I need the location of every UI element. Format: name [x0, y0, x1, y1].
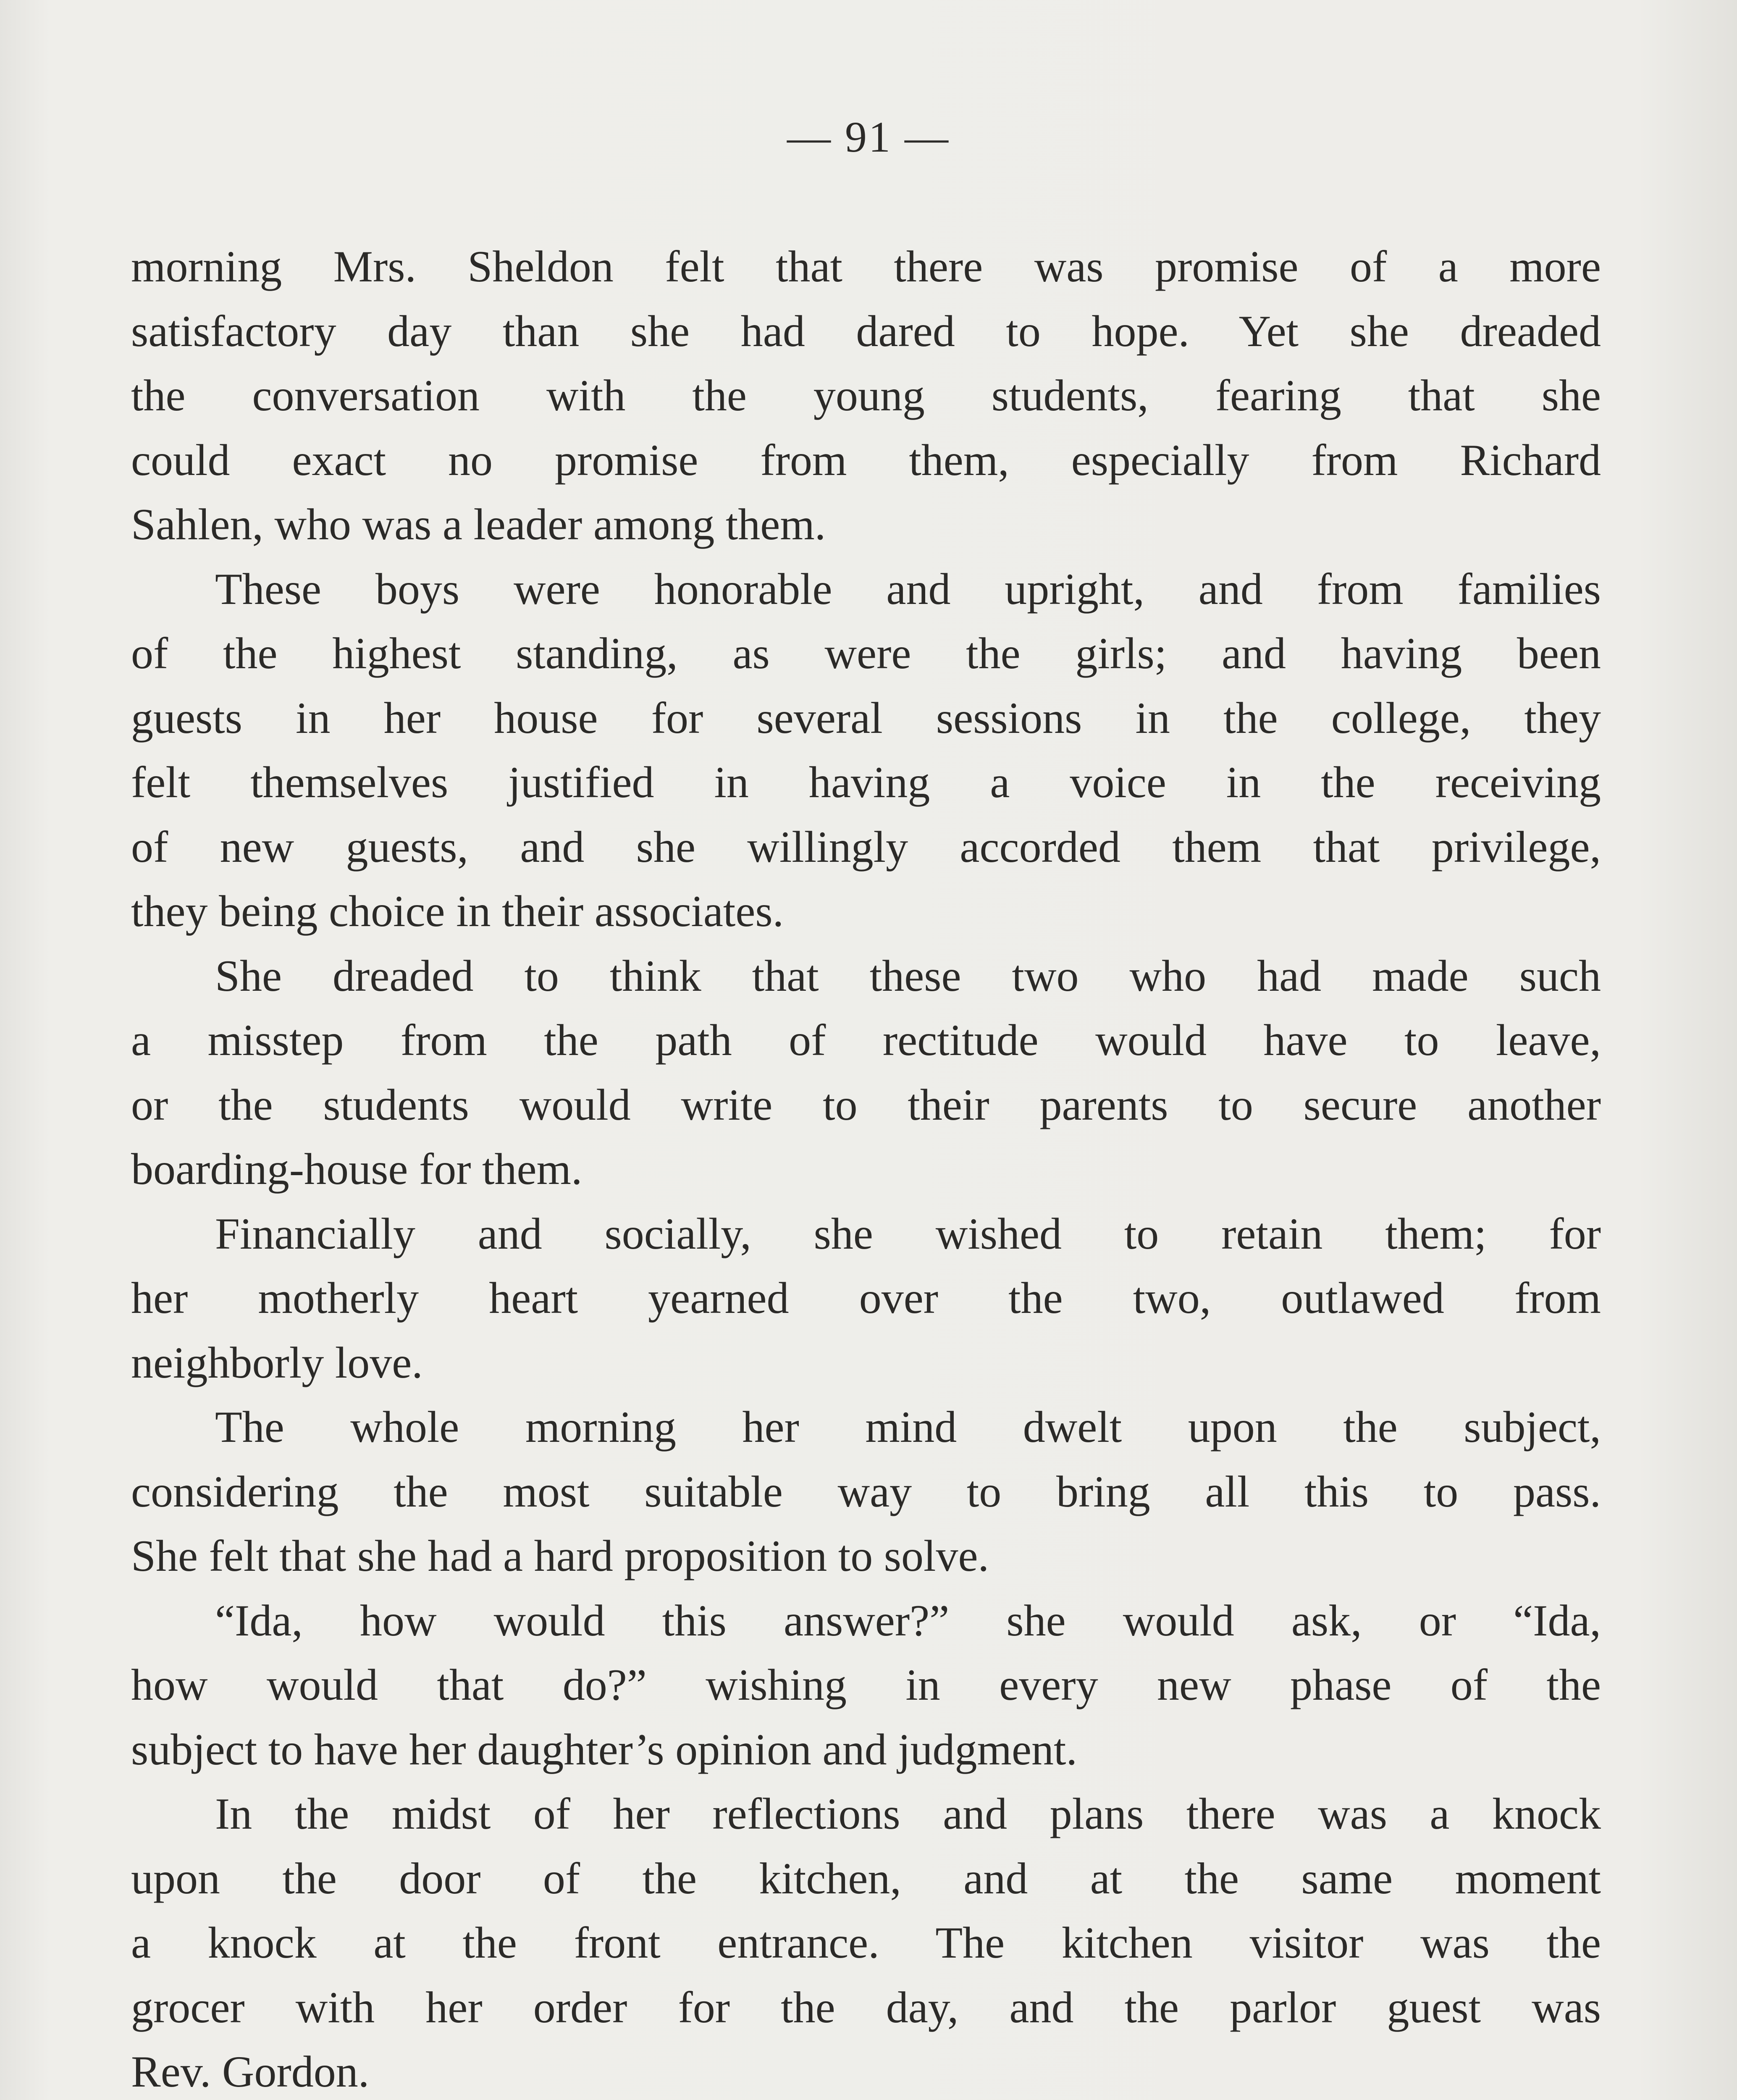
text-line: “Ida, how would this answer?” she would ask, or “Ida,: [215, 1596, 1601, 1645]
text-line: satisfactory day than she had dared to hope. Yet she dreaded: [131, 306, 1601, 356]
text-line: of the highest standing, as were the girls; and having been: [131, 629, 1601, 678]
text-line: She dreaded to think that these two who had made such: [215, 951, 1601, 1000]
text-line: considering the most suitable way to bring all this to pass.: [131, 1467, 1601, 1516]
text-line: upon the door of the kitchen, and at the same moment: [131, 1853, 1601, 1903]
text-line: Financially and socially, she wished to retain them; for: [215, 1209, 1601, 1258]
text-line: or the students would write to their parents to secure another: [131, 1080, 1601, 1129]
text-line: subject to have her daughter’s opinion and judgment.: [131, 1725, 1077, 1774]
text-line: These boys were honorable and upright, and from families: [215, 564, 1601, 614]
text-line: Rev. Gordon.: [131, 2047, 370, 2096]
text-line: She felt that she had a hard proposition to solve.: [131, 1531, 989, 1580]
text-line: Sahlen, who was a leader among them.: [131, 500, 826, 549]
text-line: In the midst of her reflections and plans there was a knock: [215, 1789, 1601, 1838]
text-line: they being choice in their associates.: [131, 887, 784, 936]
text-line: grocer with her order for the day, and the parlor guest was: [131, 1982, 1601, 2032]
text-line: a knock at the front entrance. The kitchen visitor was the: [131, 1918, 1601, 1967]
text-line: her motherly heart yearned over the two, outlawed from: [131, 1273, 1601, 1323]
text-line: The whole morning her mind dwelt upon the subject,: [215, 1402, 1601, 1452]
body-text: [131, 234, 1601, 2100]
text-line: could exact no promise from them, especially from Richard: [131, 435, 1601, 485]
text-line: of new guests, and she willingly accorded them that privilege,: [131, 822, 1601, 872]
text-line: morning Mrs. Sheldon felt that there was promise of a more: [131, 242, 1601, 291]
text-line: felt themselves justified in having a voice in the receiving: [131, 758, 1601, 807]
text-line: the conversation with the young students, fearing that she: [131, 371, 1601, 420]
text-line: a misstep from the path of rectitude would have to leave,: [131, 1016, 1601, 1065]
text-line: neighborly love.: [131, 1338, 423, 1387]
text-line: boarding-house for them.: [131, 1144, 582, 1194]
text-line: guests in her house for several sessions in the college, they: [131, 693, 1601, 743]
page-number: — 91 —: [787, 113, 950, 161]
text-line: how would that do?” wishing in every new phase of the: [131, 1660, 1601, 1709]
